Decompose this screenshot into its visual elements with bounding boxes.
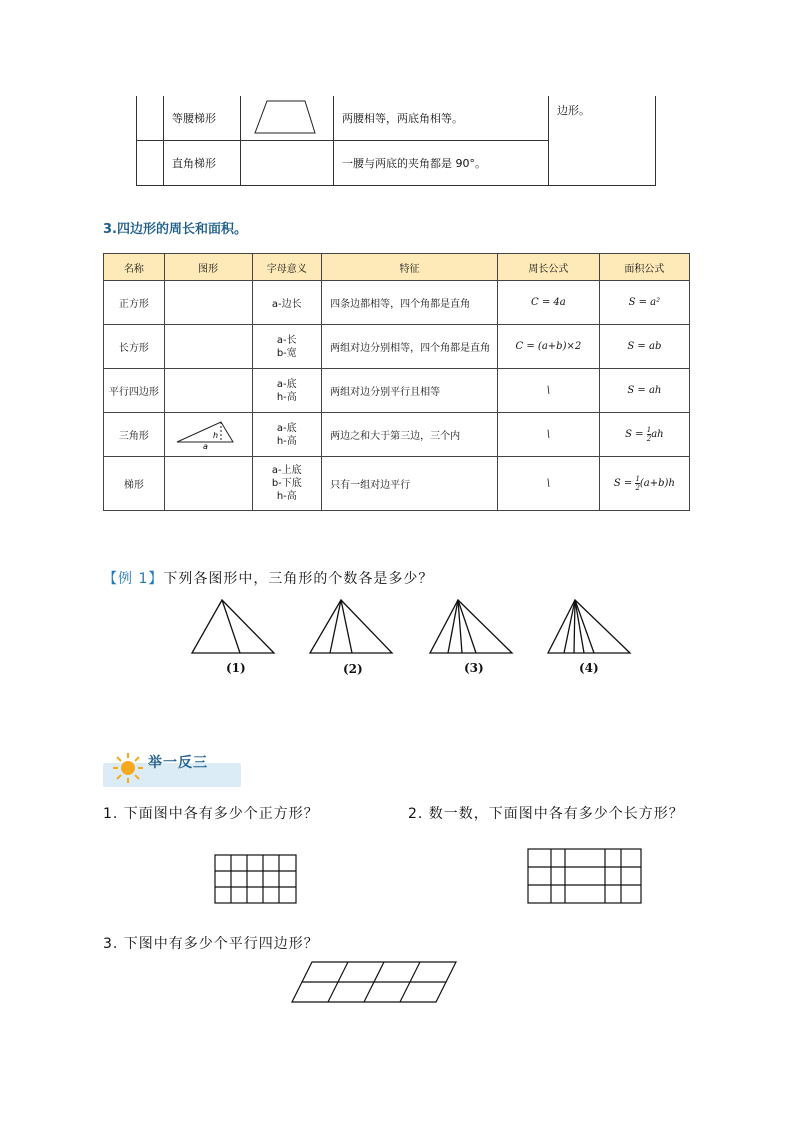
row-area [599, 413, 689, 457]
table-row [104, 413, 690, 457]
triangle-h-label: h [213, 431, 219, 440]
row-perimeter: C = 4a [498, 281, 600, 325]
row-figure [164, 413, 252, 457]
row-name: 梯形 [104, 457, 165, 511]
sun-icon [112, 752, 144, 784]
header-area: 面积公式 [599, 254, 689, 281]
row-name: 平行四边形 [104, 369, 165, 413]
table-row [104, 325, 690, 369]
fraction-numerator: 1 [646, 426, 652, 434]
row-figure [164, 369, 252, 413]
figure-label-1: (1) [226, 661, 246, 675]
table-row [137, 96, 656, 141]
fraction-denominator: 2 [635, 484, 640, 492]
row-feature: 两组对边分别平行且相等 [322, 369, 498, 413]
square-grid-figure [214, 853, 298, 905]
header-letters: 字母意义 [252, 254, 322, 281]
shape-figure-cell [241, 141, 334, 186]
header-figure: 图形 [164, 254, 252, 281]
table-row [104, 369, 690, 413]
row-area: S = ab [599, 325, 689, 369]
row-area: S = a² [599, 281, 689, 325]
side-note-cell: 边形。 [549, 96, 656, 186]
practice-question-3: 3. 下图中有多少个平行四边形？ [103, 936, 319, 952]
row-feature: 四条边都相等，四个角都是直角 [322, 281, 498, 325]
feature-cell: 一腰与两底的夹角都是 90°。 [334, 141, 549, 186]
row-feature: 两边之和大于第三边，三个内 [322, 413, 498, 457]
fraction-numerator: 1 [635, 475, 640, 483]
section-title: 3.四边形的周长和面积。 [103, 222, 247, 237]
row-area [599, 457, 689, 511]
shape-name-cell: 直角梯形 [164, 141, 241, 186]
row-letters: a-边长 [252, 281, 322, 325]
practice-question-2: 2. 数一数，下面图中各有多少个长方形？ [408, 806, 684, 822]
example-question [103, 568, 433, 588]
row-letters: a-底 h-高 [252, 369, 322, 413]
row-perimeter: \ [498, 457, 600, 511]
area-prefix: S = [625, 429, 644, 440]
figure-label-2: (2) [343, 662, 363, 676]
blank-cell [137, 141, 164, 186]
row-figure [164, 281, 252, 325]
table-row [104, 457, 690, 511]
row-letters: a-底 h-高 [252, 413, 322, 457]
shape-name-cell: 等腰梯形 [164, 96, 241, 141]
figure-label-4: (4) [579, 661, 599, 675]
row-figure [164, 325, 252, 369]
example-text: 下列各图形中，三角形的个数各是多少？ [163, 571, 434, 587]
parallelogram-grid-figure [288, 960, 460, 1004]
triangle-figure [173, 416, 243, 450]
trapezoid-table [136, 96, 656, 186]
fraction-denominator: 2 [646, 435, 652, 443]
row-feature: 只有一组对边平行 [322, 457, 498, 511]
triangle-figure-4 [548, 600, 630, 653]
rectangle-grid-figure [527, 847, 643, 905]
isosceles-trapezoid-figure [249, 97, 323, 137]
blank-cell [137, 96, 164, 141]
triangle-figure-3 [430, 600, 512, 653]
area-suffix: (a+b)h [639, 478, 675, 489]
row-figure [164, 457, 252, 511]
triangle-figures [190, 598, 640, 658]
row-name: 长方形 [104, 325, 165, 369]
triangle-figure-1 [192, 600, 274, 653]
row-letters: a-上底 b-下底 h-高 [252, 457, 322, 511]
row-name: 三角形 [104, 413, 165, 457]
row-name: 正方形 [104, 281, 165, 325]
triangle-a-label: a [203, 442, 209, 450]
table-row [104, 281, 690, 325]
row-perimeter: \ [498, 369, 600, 413]
row-perimeter: \ [498, 413, 600, 457]
header-perimeter: 周长公式 [498, 254, 600, 281]
row-area: S = ah [599, 369, 689, 413]
row-letters: a-长 b-宽 [252, 325, 322, 369]
row-feature: 两组对边分别相等，四个角都是直角 [322, 325, 498, 369]
header-name: 名称 [104, 254, 165, 281]
header-feature: 特征 [322, 254, 498, 281]
row-perimeter: C = (a+b)×2 [498, 325, 600, 369]
area-suffix: ah [651, 429, 664, 440]
example-tag: 【例 1】 [103, 571, 164, 587]
perimeter-area-table [103, 253, 690, 511]
table-header-row [104, 254, 690, 281]
practice-question-1: 1. 下面图中各有多少个正方形？ [103, 806, 319, 822]
area-prefix: S = [613, 478, 633, 489]
triangle-figure-2 [310, 600, 392, 653]
practice-banner-title: 举一反三 [148, 755, 208, 771]
figure-label-3: (3) [464, 661, 484, 675]
feature-cell: 两腰相等，两底角相等。 [334, 96, 549, 141]
shape-figure-cell [241, 96, 334, 141]
